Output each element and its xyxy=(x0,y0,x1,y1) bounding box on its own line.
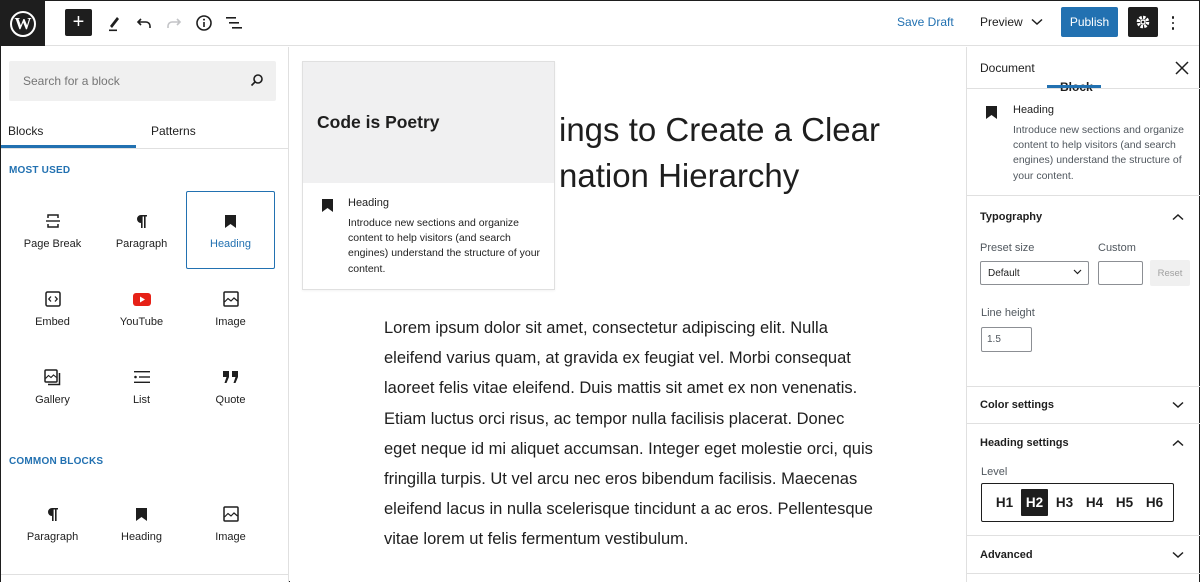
paragraph-icon xyxy=(136,214,148,229)
level-h4-button[interactable]: H4 xyxy=(1085,495,1104,510)
chevron-down-icon xyxy=(1073,269,1082,275)
advanced-toggle[interactable]: Advanced xyxy=(980,549,1033,561)
details-button[interactable] xyxy=(190,9,218,37)
bookmark-icon xyxy=(136,508,147,521)
top-toolbar xyxy=(1,1,1199,46)
block-label: Paragraph xyxy=(26,531,79,543)
list-view-button[interactable] xyxy=(220,9,248,37)
block-label: YouTube xyxy=(119,316,164,328)
image-icon xyxy=(223,291,239,307)
level-h5-button[interactable]: H5 xyxy=(1115,495,1134,510)
block-item-heading[interactable] xyxy=(97,482,186,560)
block-label: Heading xyxy=(210,238,251,250)
settings-sidebar xyxy=(966,47,1199,582)
block-preview-sample xyxy=(303,62,554,183)
heading-settings-panel xyxy=(967,424,1200,536)
save-draft-button[interactable]: Save Draft xyxy=(897,15,954,29)
block-item-quote[interactable] xyxy=(186,347,275,425)
custom-size-input[interactable] xyxy=(1098,261,1143,285)
chevron-up-icon[interactable] xyxy=(1172,439,1184,447)
more-options-button[interactable] xyxy=(1165,9,1181,37)
block-item-image[interactable] xyxy=(186,269,275,347)
preview-sample-text: Code is Poetry xyxy=(317,112,440,132)
custom-size-label: Custom xyxy=(1098,242,1136,254)
tab-document[interactable]: Document xyxy=(980,61,1035,75)
color-settings-panel xyxy=(967,387,1200,424)
block-card-description: Introduce new sections and organize content to help visitors (and search engines) understand the structure of your content. xyxy=(1013,124,1185,182)
tab-blocks[interactable]: Blocks xyxy=(8,124,44,138)
common-block-grid xyxy=(8,482,276,560)
block-item-embed[interactable] xyxy=(8,269,97,347)
editor-canvas xyxy=(290,47,966,582)
advanced-panel xyxy=(967,536,1200,574)
redo-icon xyxy=(166,16,182,30)
block-label: List xyxy=(132,394,151,406)
search-icon xyxy=(250,73,264,87)
preset-size-label: Preset size xyxy=(980,242,1035,254)
preview-label: Preview xyxy=(980,15,1023,29)
block-label: Page Break xyxy=(23,238,82,250)
section-title-common-blocks: COMMON BLOCKS xyxy=(9,456,104,467)
block-search-input[interactable] xyxy=(9,61,276,101)
add-block-button[interactable] xyxy=(65,9,92,36)
dot-icon xyxy=(1172,27,1175,30)
plus-icon: + xyxy=(72,11,85,33)
sidebar-tabs xyxy=(967,47,1200,89)
level-label: Level xyxy=(981,466,1008,478)
wordpress-logo-button[interactable] xyxy=(1,1,45,46)
tools-button[interactable] xyxy=(100,9,128,37)
list-icon xyxy=(134,370,150,384)
preview-block-description: Introduce new sections and organize content to help visitors (and search engines) understand the structure of your content. xyxy=(348,217,541,275)
publish-button[interactable]: Publish xyxy=(1061,7,1118,37)
paragraph-block[interactable]: Lorem ipsum dolor sit amet, consectetur adipiscing elit. Nulla eleifend varius quam, at gravida ex feugiat vel. Morbi consequat laoreet felis vitae eleifend. Duis mattis sit amet ex non venenatis. Etiam luctus orci risus, ac tempor nulla facilisis placerat. Donec eget neque id mi aliquet accumsan. Integer eget molestie orci, quis fringilla turpis. Ut vel arcu nec eros bibendum facilisis. Maecenas eleifend lacus in nulla scelerisque tincidunt a ac eros. Pellentesque vitae lorem ut felis fermentum vestibulum. xyxy=(384,319,873,549)
tab-patterns[interactable]: Patterns xyxy=(151,124,196,138)
chevron-down-icon[interactable] xyxy=(1172,401,1184,409)
block-item-heading[interactable] xyxy=(186,191,275,269)
title-line: ings to Create a Clear xyxy=(559,111,880,148)
gear-icon xyxy=(1135,14,1151,30)
image-icon xyxy=(223,506,239,522)
chevron-down-icon[interactable] xyxy=(1172,551,1184,559)
info-icon xyxy=(195,14,213,32)
close-icon[interactable] xyxy=(1175,61,1189,75)
active-tab-indicator xyxy=(1047,85,1101,88)
page-break-icon xyxy=(46,213,60,229)
youtube-icon xyxy=(133,293,151,306)
bookmark-icon xyxy=(986,106,997,119)
block-item-image[interactable] xyxy=(186,482,275,560)
chevron-up-icon[interactable] xyxy=(1172,213,1184,221)
active-tab-indicator xyxy=(1,145,136,148)
level-h6-button[interactable]: H6 xyxy=(1145,495,1164,510)
block-label: Paragraph xyxy=(115,238,168,250)
search-placeholder: Search for a block xyxy=(23,74,120,88)
section-title-most-used: MOST USED xyxy=(9,165,71,176)
block-item-youtube[interactable] xyxy=(97,269,186,347)
bookmark-icon xyxy=(322,199,333,212)
block-preview-popover xyxy=(302,61,555,290)
title-line: nation Hierarchy xyxy=(559,157,800,194)
embed-icon xyxy=(45,291,61,307)
preset-size-select[interactable] xyxy=(980,261,1089,285)
block-item-paragraph[interactable] xyxy=(97,191,186,269)
block-label: Embed xyxy=(35,316,70,328)
wordpress-logo-icon: W xyxy=(10,11,36,37)
dot-icon xyxy=(1172,22,1175,25)
typography-panel-toggle[interactable]: Typography xyxy=(980,211,1043,223)
block-item-list[interactable] xyxy=(97,347,186,425)
most-used-block-grid xyxy=(8,191,276,425)
undo-button[interactable] xyxy=(130,9,158,37)
block-label: Image xyxy=(215,316,246,328)
block-item-paragraph[interactable] xyxy=(8,482,97,560)
pencil-icon xyxy=(106,14,122,32)
level-h3-button[interactable]: H3 xyxy=(1055,495,1074,510)
block-label: Heading xyxy=(121,531,162,543)
preview-button[interactable] xyxy=(980,15,1043,29)
block-label: Gallery xyxy=(35,394,70,406)
preset-size-value: Default xyxy=(988,268,1020,279)
block-label: Quote xyxy=(215,394,246,406)
paragraph-icon xyxy=(47,507,59,522)
preview-block-name: Heading xyxy=(348,197,389,209)
bookmark-icon xyxy=(225,215,236,228)
heading-level-toolbar xyxy=(981,483,1174,522)
settings-button[interactable] xyxy=(1128,7,1158,37)
typography-panel xyxy=(967,197,1200,387)
heading-settings-toggle[interactable]: Heading settings xyxy=(980,437,1069,449)
list-view-icon xyxy=(225,16,243,30)
block-card-title: Heading xyxy=(1013,104,1054,116)
undo-icon xyxy=(136,16,152,30)
level-h1-button[interactable]: H1 xyxy=(995,495,1014,510)
divider xyxy=(1,574,288,575)
quote-icon xyxy=(223,371,239,383)
block-item-page-break[interactable] xyxy=(8,191,97,269)
block-item-gallery[interactable] xyxy=(8,347,97,425)
reset-button[interactable]: Reset xyxy=(1150,260,1190,286)
dot-icon xyxy=(1172,16,1175,19)
block-card xyxy=(967,90,1200,196)
block-inserter-panel xyxy=(1,47,289,582)
redo-button[interactable] xyxy=(160,9,188,37)
chevron-down-icon xyxy=(1031,18,1043,26)
inserter-tabs xyxy=(1,113,288,149)
block-label: Image xyxy=(215,531,246,543)
color-settings-toggle[interactable]: Color settings xyxy=(980,399,1054,411)
gallery-icon xyxy=(44,369,61,386)
line-height-label: Line height xyxy=(981,307,1035,319)
line-height-input[interactable]: 1.5 xyxy=(981,327,1032,352)
level-h2-button[interactable]: H2 xyxy=(1021,489,1048,516)
